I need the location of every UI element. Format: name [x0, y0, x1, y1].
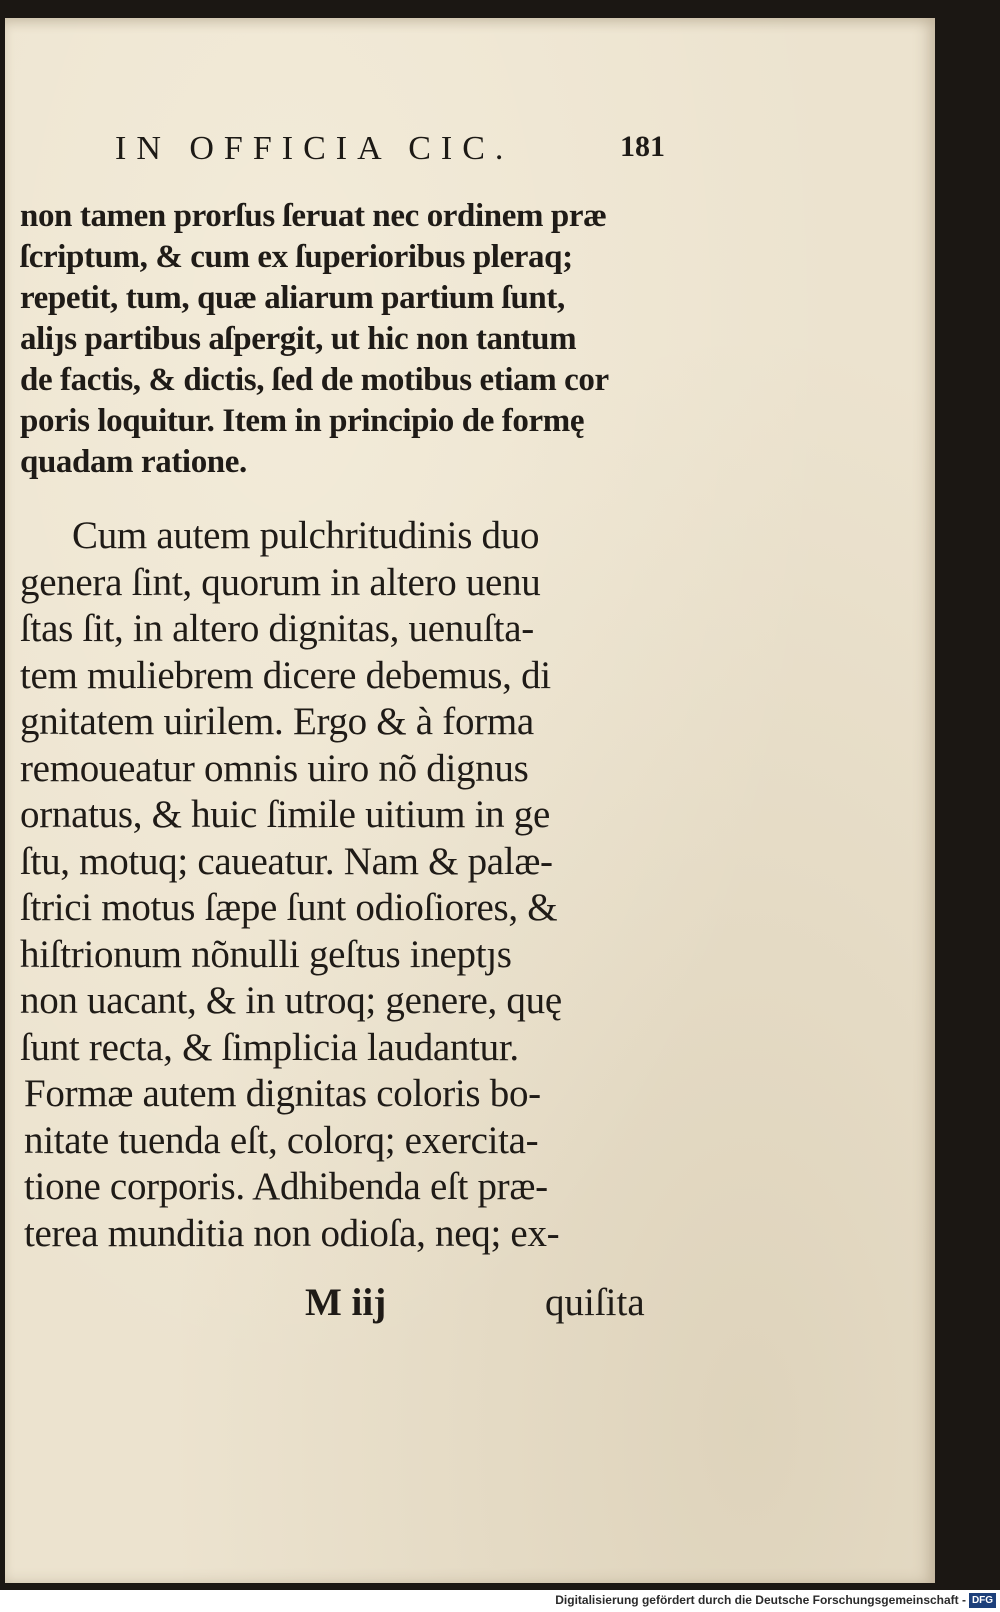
text-line: genera ſint, quorum in altero uenu [20, 560, 541, 604]
text-line: ſtrici motus ſæpe ſunt odioſiores, & [20, 886, 558, 929]
text-line: Formæ autem dignitas coloris bo- [24, 1072, 541, 1115]
running-head: IN OFFICIA CIC. [115, 130, 514, 167]
text-line: remoueatur omnis uiro nõ dignus [20, 746, 529, 790]
text-line: ſtas ſit, in altero dignitas, uenuſta- [20, 607, 534, 650]
text-line: non uacant, & in utroq; genere, quę [20, 979, 562, 1022]
text-line: ſtu, motuq; caueatur. Nam & palæ- [20, 839, 553, 883]
commentary-line: non tamen prorſus ſeruat nec ordinem præ [20, 198, 607, 234]
text-line: terea munditia non odioſa, neq; ex- [24, 1211, 560, 1255]
commentary-line: ſcriptum, & cum ex ſuperioribus pleraq; [20, 239, 573, 275]
book-page [5, 18, 935, 1583]
commentary-block [20, 196, 609, 483]
page-number: 181 [620, 130, 665, 163]
digitization-footer [0, 1590, 1000, 1612]
text-line: ornatus, & huic ſimile uitium in ge [20, 793, 551, 836]
text-line: ſunt recta, & ſimplicia laudantur. [20, 1025, 519, 1069]
commentary-line: quadam ratione. [20, 444, 247, 480]
text-line: tione corporis. Adhibenda eſt præ- [24, 1165, 548, 1208]
commentary-line: aliȷs partibus aſpergit, ut hic non tantum [20, 321, 577, 357]
text-line: nitate tuenda eſt, colorq; exercita- [24, 1118, 539, 1162]
commentary-line: poris loquitur. Item in principio de formę [20, 403, 585, 439]
signature-mark: M iij [305, 1281, 387, 1324]
text-line: gnitatem uirilem. Ergo & à forma [20, 700, 534, 743]
text-line: Cum autem pulchritudinis duo [72, 514, 540, 557]
commentary-line: de factis, & dictis, ſed de motibus etiam cor [20, 362, 609, 398]
text-line: tem muliebrem dicere debemus, di [20, 653, 551, 697]
main-text-block [20, 513, 562, 1257]
text-line: hiſtrionum nõnulli geſtus ineptȷs [20, 932, 512, 976]
dfg-logo-icon: DFG [969, 1593, 996, 1608]
catchword: quiſita [545, 1281, 645, 1324]
commentary-line: repetit, tum, quæ aliarum partium ſunt, [20, 280, 565, 316]
footer-credit: Digitalisierung gefördert durch die Deutsche Forschungsgemeinschaft - [555, 1593, 966, 1607]
